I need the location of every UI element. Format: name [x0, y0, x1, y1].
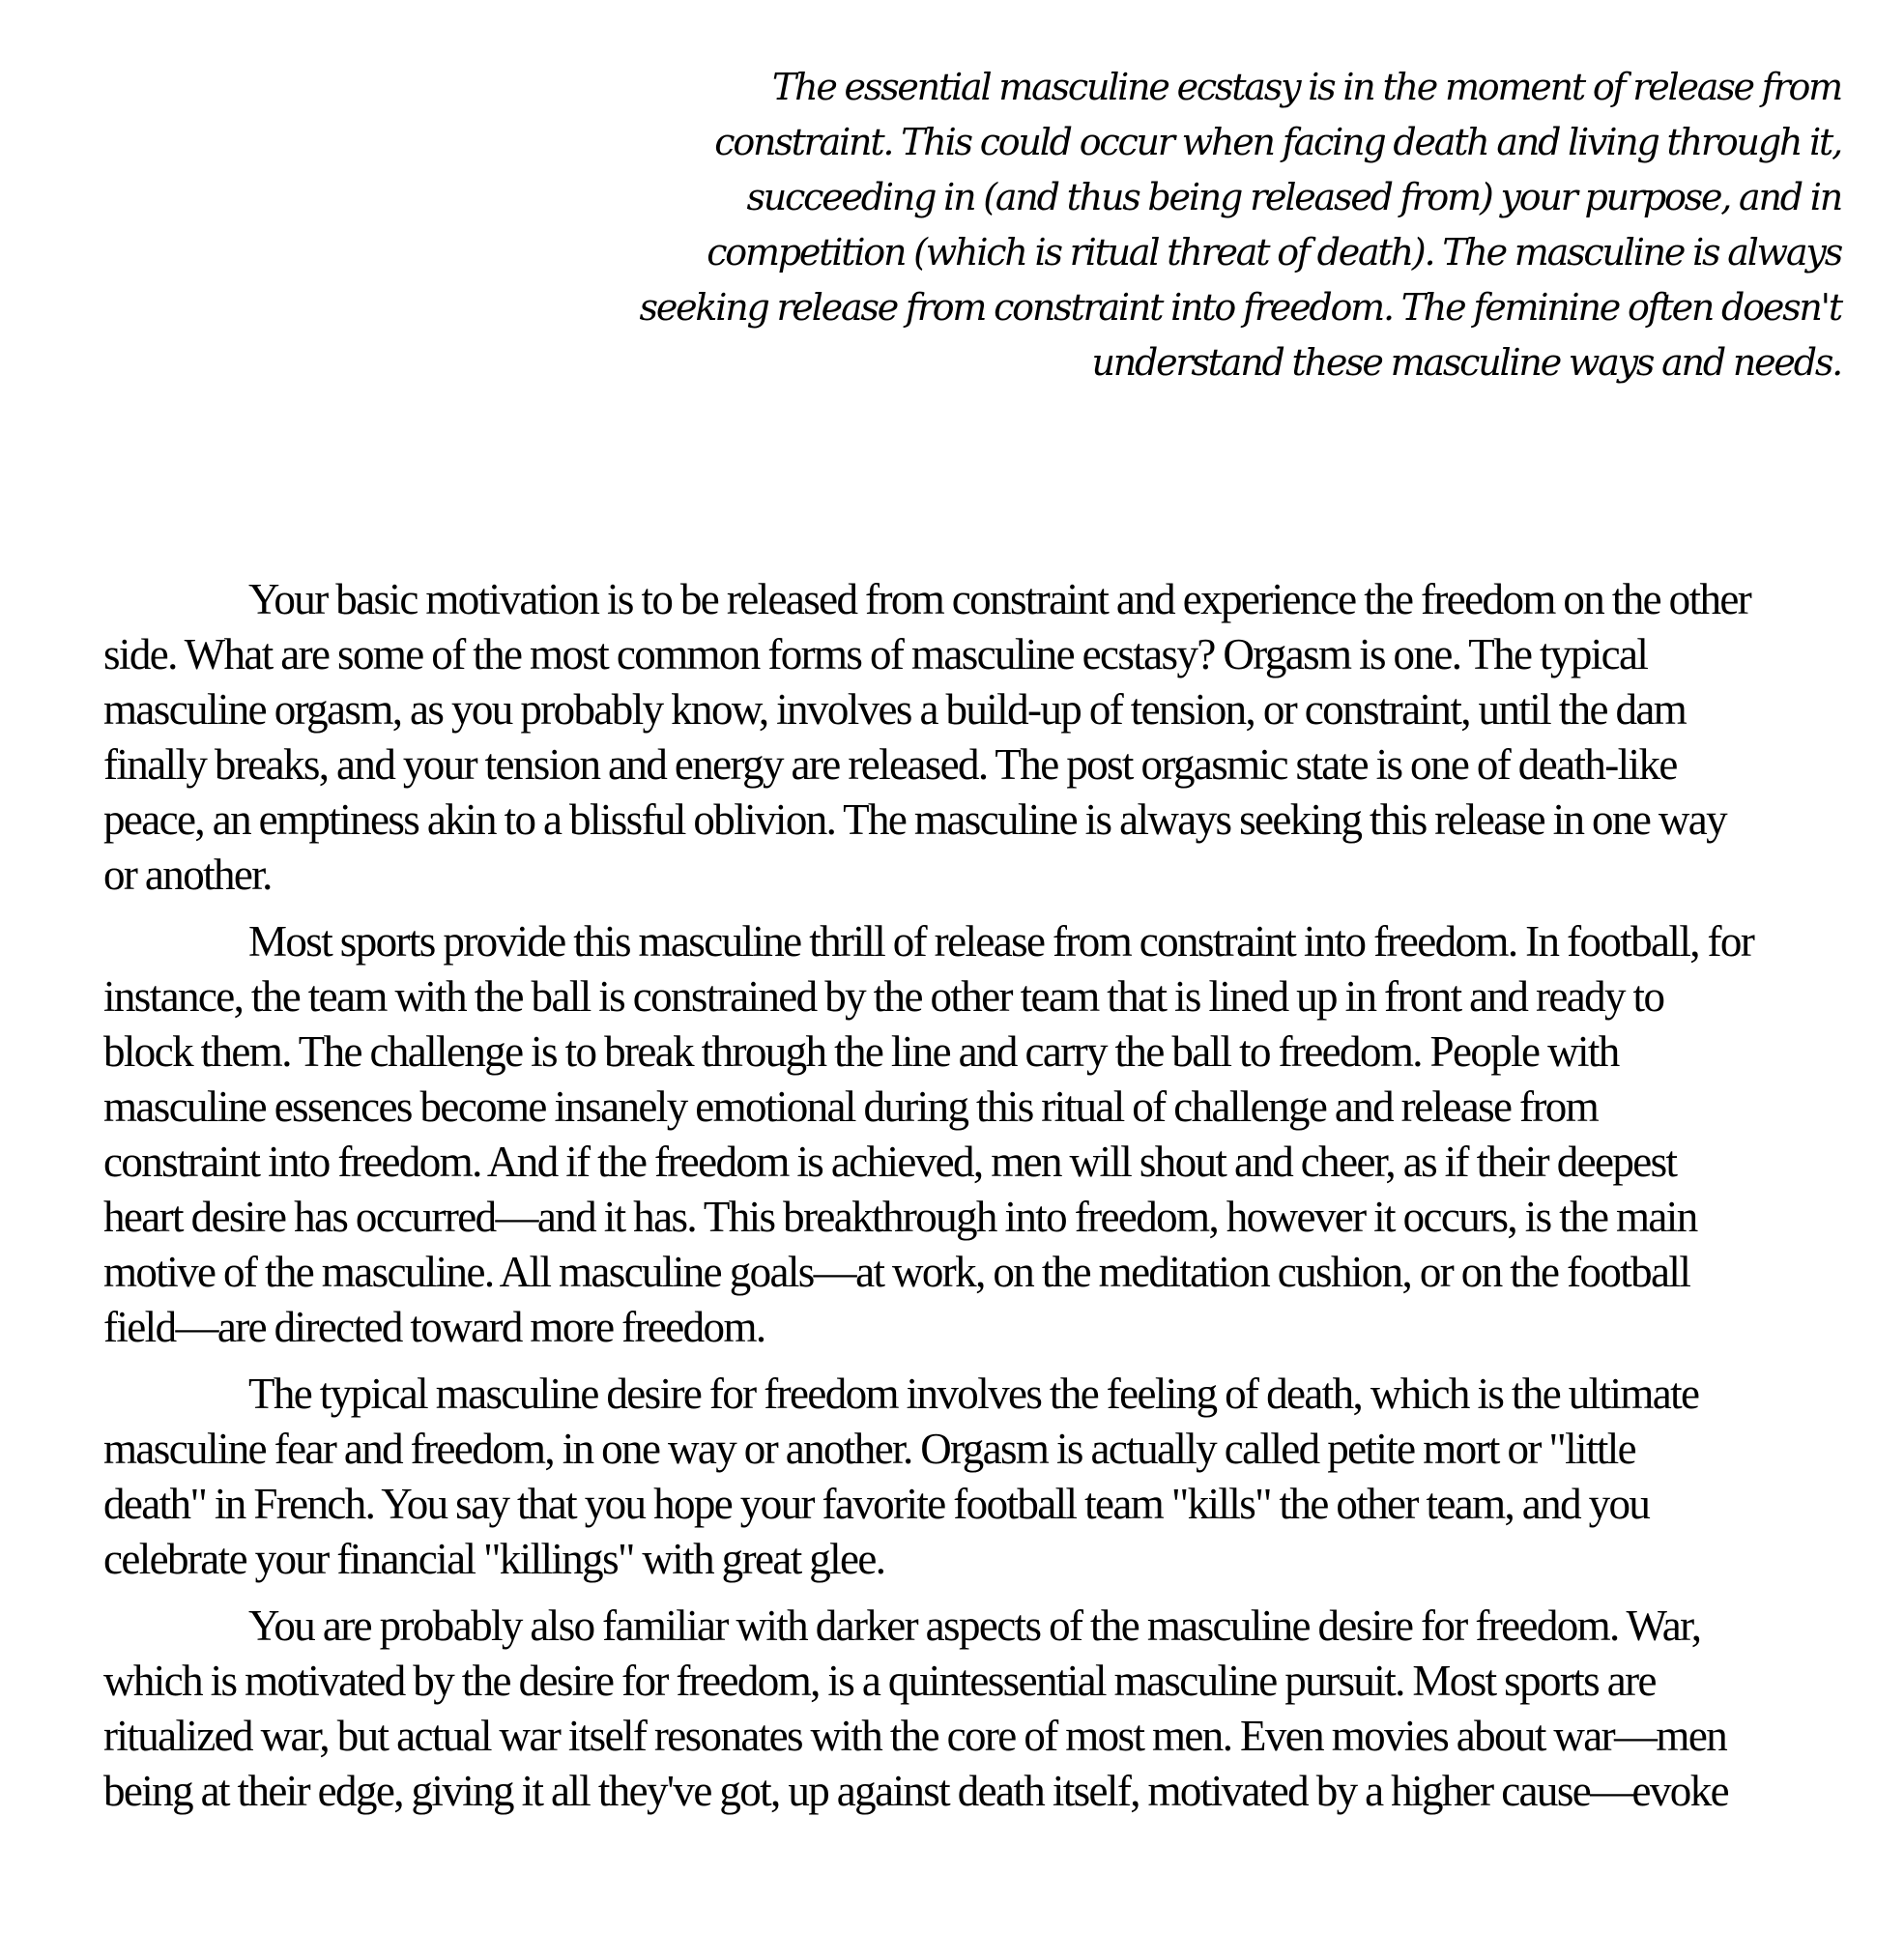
paragraph-release-motivation [103, 572, 1843, 903]
text-line: You are probably also familiar with darker aspects of the masculine desire for freedom. War, [248, 1601, 1701, 1650]
text-line: masculine orgasm, as you probably know, involves a build-up of tension, or constraint, until the dam [103, 685, 1687, 734]
text-line: celebrate your financial "killings" with great glee. [103, 1535, 885, 1583]
text-line: Your basic motivation is to be released from constraint and experience the freedom on the other [248, 575, 1751, 623]
epigraph-line: The essential masculine ecstasy is in the moment of release from [771, 66, 1841, 108]
epigraph-line: competition (which is ritual threat of death). The masculine is always [707, 231, 1841, 274]
text-line: side. What are some of the most common forms of masculine ecstasy? Orgasm is one. The typical [103, 630, 1648, 678]
text-line: motive of the masculine. All masculine goals—at work, on the meditation cushion, or on the football [103, 1248, 1690, 1296]
text-line: instance, the team with the ball is constrained by the other team that is lined up in front and ready to [103, 972, 1664, 1021]
body-text [103, 572, 1843, 1831]
epigraph-line: understand these masculine ways and needs. [1091, 341, 1841, 384]
text-line: masculine fear and freedom, in one way or another. Orgasm is actually called petite mort or "little [103, 1425, 1636, 1473]
epigraph-quote [585, 60, 1841, 390]
text-line: The typical masculine desire for freedom involves the feeling of death, which is the ultimate [248, 1370, 1699, 1418]
epigraph-line: constraint. This could occur when facing death and living through it, [714, 121, 1841, 163]
epigraph-line: seeking release from constraint into freedom. The feminine often doesn't [639, 286, 1841, 329]
text-line: Most sports provide this masculine thrill of release from constraint into freedom. In football, for [248, 917, 1754, 966]
text-line: masculine essences become insanely emotional during this ritual of challenge and release from [103, 1082, 1599, 1131]
paragraph-war [103, 1599, 1843, 1819]
text-line: ritualized war, but actual war itself resonates with the core of most men. Even movies about war—men [103, 1712, 1727, 1760]
text-line: which is motivated by the desire for freedom, is a quintessential masculine pursuit. Most sports are [103, 1657, 1656, 1705]
epigraph-line: succeeding in (and thus being released from) your purpose, and in [746, 176, 1841, 218]
text-line: constraint into freedom. And if the freedom is achieved, men will shout and cheer, as if their deepest [103, 1138, 1677, 1186]
text-line: field—are directed toward more freedom. [103, 1303, 765, 1351]
text-line: block them. The challenge is to break through the line and carry the ball to freedom. People with [103, 1027, 1619, 1076]
text-line: finally breaks, and your tension and energy are released. The post orgasmic state is one of death-like [103, 740, 1677, 789]
text-line: being at their edge, giving it all they've got, up against death itself, motivated by a higher cause—evoke [103, 1767, 1728, 1815]
paragraph-sports [103, 914, 1843, 1355]
text-line: or another. [103, 851, 272, 899]
text-line: death" in French. You say that you hope your favorite football team "kills" the other team, and you [103, 1480, 1650, 1528]
text-line: heart desire has occurred—and it has. This breakthrough into freedom, however it occurs, is the main [103, 1193, 1697, 1241]
text-line: peace, an emptiness akin to a blissful oblivion. The masculine is always seeking this release in one way [103, 795, 1727, 844]
paragraph-death [103, 1367, 1843, 1587]
